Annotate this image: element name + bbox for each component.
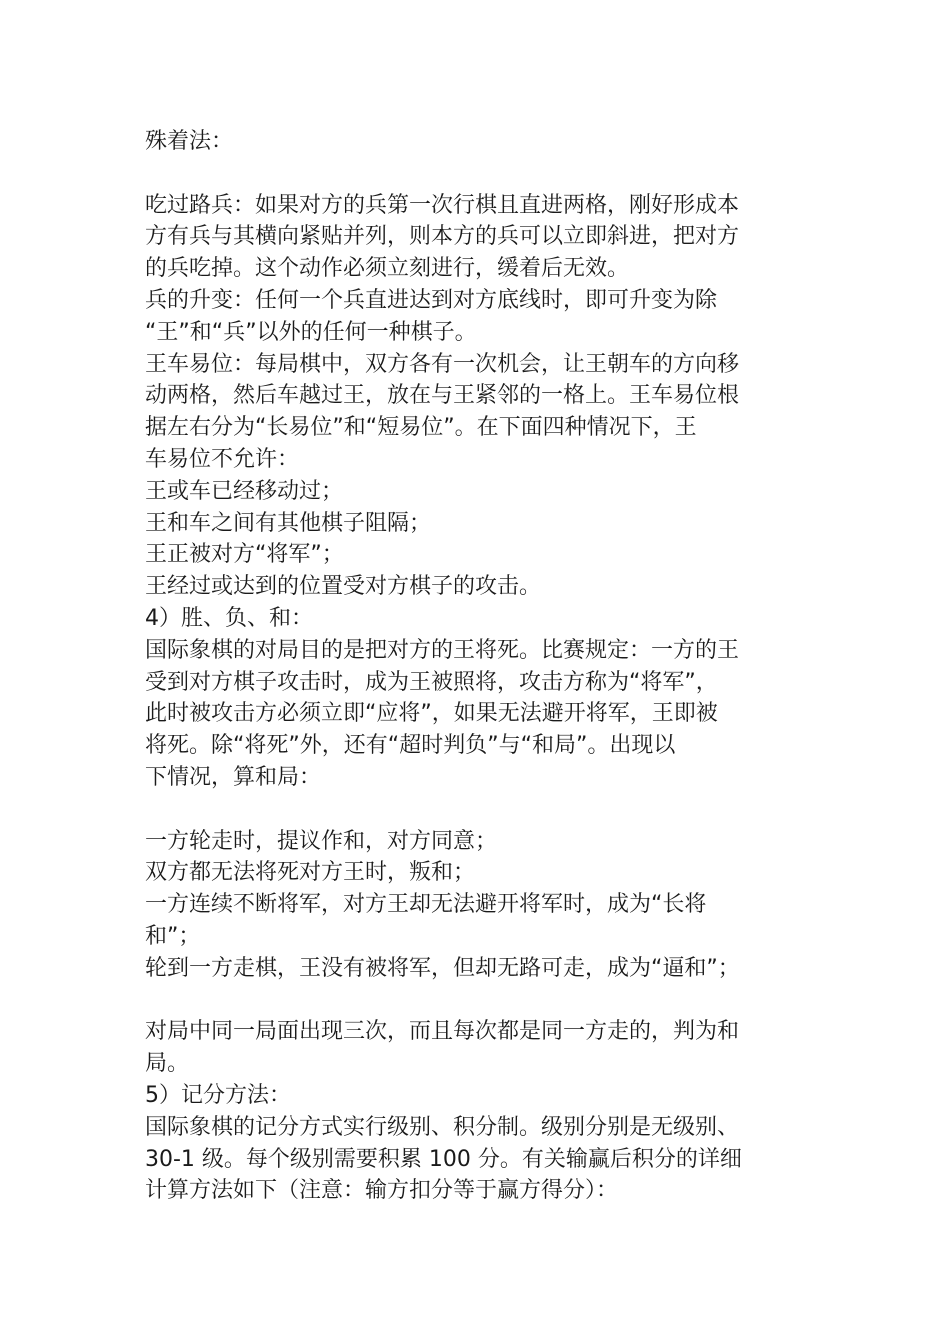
text-line: 计算方法如下（注意：输方扣分等于赢方得分）： — [145, 1178, 619, 1204]
text-line: 动两格，然后车越过王，放在与王紧邻的一格上。王车易位根 — [145, 383, 740, 409]
text-line: 王或车已经移动过； — [145, 478, 344, 504]
text-line: 兵的升变：任何一个兵直进达到对方底线时，即可升变为除 — [145, 287, 718, 313]
text-line: 下情况，算和局： — [145, 764, 322, 790]
text-line: 方有兵与其横向紧贴并列，则本方的兵可以立即斜进，把对方 — [145, 224, 740, 250]
text-line: 和”； — [145, 923, 201, 949]
text-line: 双方都无法将死对方王时，叛和； — [145, 860, 476, 886]
text-line: 局。 — [145, 1051, 190, 1077]
document-body — [145, 126, 810, 1207]
blank-line — [145, 158, 810, 190]
text-line: 轮到一方走棋，王没有被将军，但却无路可走，成为“逼和”； — [145, 955, 740, 981]
text-line: 将死。除“将死”外，还有“超时判负”与“和局”。出现以 — [145, 733, 676, 759]
section-heading: 4）胜、负、和： — [145, 605, 313, 631]
text-line: 殊着法： — [145, 129, 234, 154]
text-line: 受到对方棋子攻击时，成为王被照将，攻击方称为“将军”， — [145, 669, 718, 695]
section-heading: 5）记分方法： — [145, 1082, 291, 1108]
text-line: 王正被对方“将军”； — [145, 542, 344, 568]
text-line: 的兵吃掉。这个动作必须立刻进行，缓着后无效。 — [145, 256, 630, 282]
text-line: 王车易位：每局棋中，双方各有一次机会，让王朝车的方向移 — [145, 351, 740, 377]
text-line: 一方连续不断将军，对方王却无法避开将军时，成为“长将 — [145, 892, 707, 918]
text-line: 车易位不允许： — [145, 446, 300, 472]
text-line: 吃过路兵：如果对方的兵第一次行棋且直进两格，刚好形成本 — [145, 192, 740, 218]
text-line: 国际象棋的对局目的是把对方的王将死。比赛规定：一方的王 — [145, 637, 740, 663]
text-line: 一方轮走时，提议作和，对方同意； — [145, 828, 498, 854]
text-line: 此时被攻击方必须立即“应将”，如果无法避开将军，王即被 — [145, 701, 718, 727]
text-line: “王”和“兵”以外的任何一种棋子。 — [145, 319, 477, 345]
blank-line — [145, 794, 810, 826]
text-line: 对局中同一局面出现三次，而且每次都是同一方走的，判为和 — [145, 1019, 740, 1045]
text-line: 王和车之间有其他棋子阻隔； — [145, 510, 432, 536]
text-line: 王经过或达到的位置受对方棋子的攻击。 — [145, 574, 542, 600]
text-line: 据左右分为“长易位”和“短易位”。在下面四种情况下，王 — [145, 415, 697, 441]
blank-line — [145, 985, 810, 1017]
text-line: 国际象棋的记分方式实行级别、积分制。级别分别是无级别、 — [145, 1114, 740, 1140]
text-line: 30-1 级。每个级别需要积累 100 分。有关输赢后积分的详细 — [145, 1146, 742, 1172]
